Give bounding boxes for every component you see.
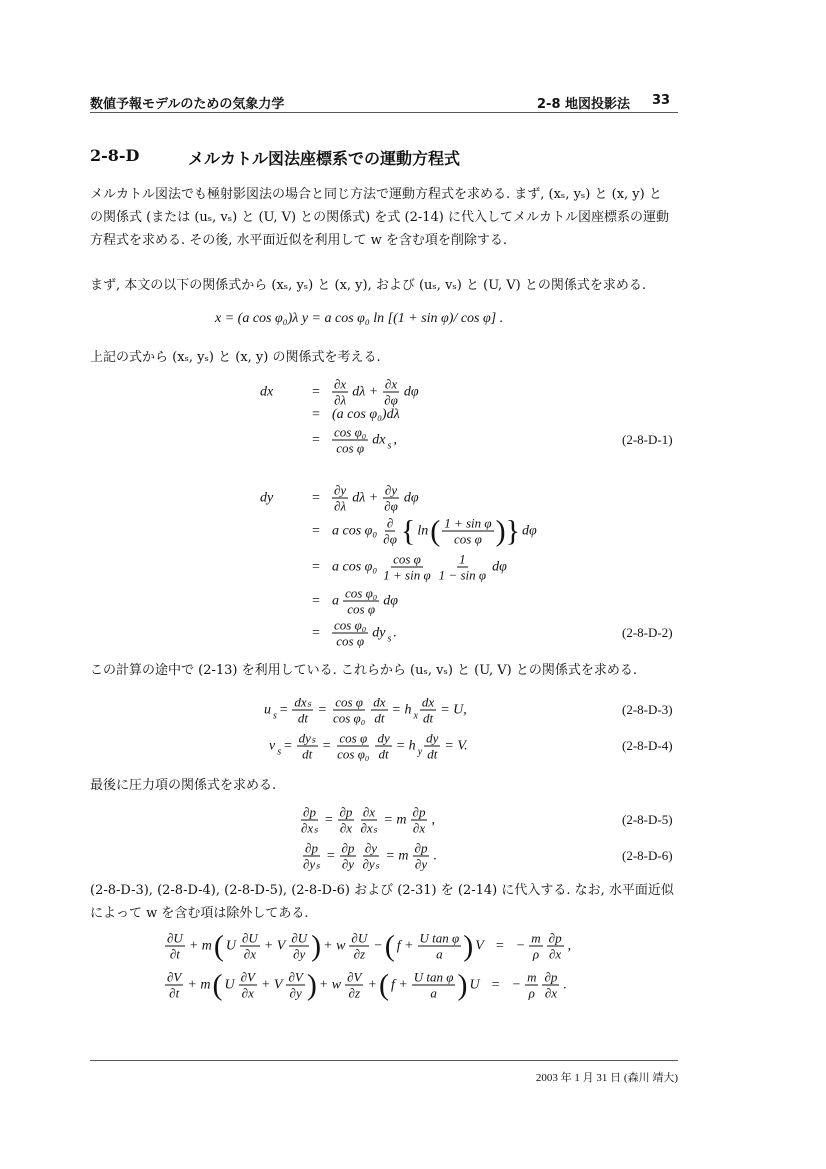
equation-number: (2-8-D-1) xyxy=(622,432,673,447)
denominator: ∂t xyxy=(169,946,180,962)
fraction xyxy=(239,970,257,1001)
math-term: = xyxy=(283,738,293,753)
equation-row xyxy=(258,552,509,583)
math-term: = m xyxy=(385,848,409,863)
header-rule xyxy=(90,112,678,113)
numerator: dx xyxy=(373,694,386,710)
numerator: cos φ₀ xyxy=(334,424,367,440)
math-term: − xyxy=(515,938,526,953)
denominator: dt xyxy=(374,710,385,726)
equals-sign: = xyxy=(312,407,320,422)
math-term: + V xyxy=(260,977,283,992)
math-term: + m xyxy=(188,938,212,953)
subscript: s xyxy=(277,746,282,758)
math-term: dφ xyxy=(403,490,419,505)
denominator: ∂y xyxy=(289,985,302,1001)
numerator: dy xyxy=(377,730,390,746)
fraction xyxy=(412,970,456,1001)
numerator: dyₛ xyxy=(298,730,316,746)
equation-row xyxy=(258,586,400,617)
math-term: U xyxy=(469,977,480,992)
fraction xyxy=(340,841,357,872)
math-term: = xyxy=(278,702,289,717)
numerator: ∂U xyxy=(167,930,183,946)
fraction xyxy=(360,841,381,872)
paragraph-line: 上記の式から (xₛ, yₛ) と (x, y) の関係式を考える. xyxy=(90,350,381,365)
delimiter: ( xyxy=(378,968,389,1001)
denominator: 1 + sin φ xyxy=(383,567,431,583)
denominator: cos φ xyxy=(336,440,365,456)
equation-us xyxy=(262,695,469,726)
delimiter: ) xyxy=(463,929,474,962)
equation-number: (2-8-D-6) xyxy=(622,848,673,863)
denominator: ∂t xyxy=(169,985,180,1001)
denominator: cos φ₀ xyxy=(332,710,366,726)
fraction xyxy=(338,805,355,836)
denominator: ∂x xyxy=(339,820,353,836)
fraction xyxy=(345,970,363,1001)
equation-intro: x = (a cos φ₀)λ y = a cos φ₀ ln [(1 + sin φ)/ cos φ] . xyxy=(215,311,504,326)
math-term: = xyxy=(317,702,327,717)
numerator: ∂p xyxy=(544,969,558,985)
equation-row xyxy=(258,516,539,547)
section-number: 2-8-D xyxy=(90,146,140,165)
fraction xyxy=(165,931,185,962)
math-term: ln xyxy=(417,523,429,538)
numerator: U tan φ xyxy=(419,930,460,946)
fraction xyxy=(382,377,400,408)
equals-sign: = xyxy=(495,938,504,953)
math-term: = h xyxy=(391,702,412,717)
math-term: = xyxy=(321,738,332,753)
denominator: dt xyxy=(302,746,313,762)
section-title: メルカトル図法座標系での運動方程式 xyxy=(188,149,461,168)
equation-row xyxy=(258,618,399,649)
fraction xyxy=(381,516,399,547)
numerator: ∂p xyxy=(412,804,426,820)
delimiter: { xyxy=(400,514,416,547)
math-term: = h xyxy=(395,738,416,753)
denominator: cos φ xyxy=(347,601,376,617)
fraction xyxy=(332,618,368,649)
math-term: . xyxy=(433,848,437,863)
delimiter: ) xyxy=(457,968,468,1001)
equals-sign: = xyxy=(312,490,320,505)
numerator: ∂V xyxy=(288,969,303,985)
delimiter: ) xyxy=(495,514,506,547)
equation-row xyxy=(258,483,421,514)
math-term: + w xyxy=(318,977,342,992)
fraction xyxy=(424,731,440,762)
denominator: cos φ₀ xyxy=(337,746,370,762)
paragraph-line: 最後に圧力項の関係式を求める. xyxy=(90,778,277,793)
denominator: cos φ xyxy=(454,531,482,547)
math-term: U xyxy=(225,938,236,953)
denominator: ∂λ xyxy=(334,498,347,514)
fraction xyxy=(411,805,428,836)
fraction xyxy=(371,695,387,726)
paragraph-line: によって w を含む項は除外してある. xyxy=(90,906,309,921)
math-term: = V. xyxy=(444,738,468,753)
denominator: ∂z xyxy=(353,946,366,962)
fraction xyxy=(413,841,430,872)
fraction xyxy=(349,931,369,962)
delimiter: ( xyxy=(384,929,395,962)
paragraph-line: この計算の途中で (2-13) を利用している. これらから (uₛ, vₛ) と (U, V) との関係式を求める. xyxy=(90,663,637,678)
fraction xyxy=(358,805,379,836)
denominator: dt xyxy=(297,710,308,726)
denominator: ∂y xyxy=(341,856,355,872)
fraction xyxy=(525,970,538,1001)
numerator: ∂p xyxy=(305,840,318,856)
fraction xyxy=(418,931,462,962)
delimiter: ( xyxy=(430,514,441,547)
running-title: 数値予報モデルのための気象力学 xyxy=(90,97,285,112)
numerator: cos φ₀ xyxy=(345,585,378,601)
equation-row xyxy=(258,425,399,456)
paragraph-line: メルカトル図法でも極射影図法の場合と同じ方法で運動方程式を求める. まず, (xₛ, yₛ) と (x, y) と xyxy=(90,187,662,202)
fraction xyxy=(301,841,322,872)
fraction xyxy=(240,931,260,962)
denominator: ρ xyxy=(532,946,540,962)
numerator: ∂x xyxy=(334,376,347,392)
numerator: dy xyxy=(426,730,439,746)
delimiter: ) xyxy=(306,968,317,1001)
denominator: dt xyxy=(423,710,434,726)
paragraph-line: まず, 本文の以下の関係式から (xₛ, yₛ) と (x, y), および (uₛ, vₛ) と (U, V) との関係式を求める. xyxy=(90,278,646,293)
numerator: ∂U xyxy=(242,930,258,946)
math-term: dy xyxy=(372,625,386,640)
math-term: − xyxy=(373,938,383,953)
math-term: = xyxy=(326,848,336,863)
fraction xyxy=(437,552,488,583)
equation-row xyxy=(258,377,421,408)
denominator: ∂x xyxy=(241,985,254,1001)
numerator: ∂ xyxy=(386,515,394,531)
numerator: cos φ₀ xyxy=(334,617,367,633)
numerator: U tan φ xyxy=(413,969,454,985)
numerator: ∂y xyxy=(334,482,347,498)
fraction xyxy=(292,695,313,726)
denominator: ∂x xyxy=(549,946,562,962)
math-term: + m xyxy=(187,977,211,992)
denominator: a xyxy=(430,985,437,1001)
numerator: ∂x xyxy=(362,804,376,820)
delimiter: ( xyxy=(213,929,224,962)
equation-mv xyxy=(163,970,569,1001)
denominator: ∂x xyxy=(243,946,256,962)
numerator: ∂p xyxy=(548,930,562,946)
fraction xyxy=(375,731,391,762)
page-number: 33 xyxy=(652,93,671,108)
math-term: = U, xyxy=(440,702,467,717)
subscript: x xyxy=(413,710,418,722)
numerator: cos φ xyxy=(393,551,421,567)
equation-number: (2-8-D-3) xyxy=(622,702,673,717)
numerator: ∂x xyxy=(384,376,398,392)
denominator: ∂yₛ xyxy=(303,856,321,872)
equals-sign: = xyxy=(491,977,500,992)
numerator: ∂p xyxy=(339,804,353,820)
numerator: m xyxy=(531,930,541,946)
denominator: ρ xyxy=(528,985,535,1001)
fraction xyxy=(382,483,400,514)
delimiter: } xyxy=(505,514,520,547)
equals-sign: = xyxy=(312,593,320,608)
subscript: s xyxy=(387,440,392,452)
numerator: dxₛ xyxy=(294,694,312,710)
fraction xyxy=(335,731,371,762)
equals-sign: = xyxy=(312,384,320,399)
numerator: ∂V xyxy=(167,969,182,985)
numerator: ∂p xyxy=(341,840,355,856)
running-section: 2-8 地図投影法 xyxy=(537,97,631,112)
numerator: ∂y xyxy=(384,482,398,498)
denominator: ∂φ xyxy=(384,498,398,514)
math-term: dλ + xyxy=(352,384,379,399)
equation-number: (2-8-D-4) xyxy=(622,738,673,753)
math-term: = xyxy=(324,812,334,827)
fraction xyxy=(442,516,493,547)
math-term: a cos φ₀ xyxy=(332,559,378,574)
math-term: f + xyxy=(390,977,408,992)
fraction xyxy=(529,931,542,962)
delimiter: ( xyxy=(212,968,223,1001)
numerator: ∂p xyxy=(414,840,428,856)
subscript: y xyxy=(417,746,423,758)
denominator: ∂y xyxy=(414,856,428,872)
paragraph-line: の関係式 (または (uₛ, vₛ) と (U, V) との関係式) を式 (2-14) に代入してメルカトル図座標系の運動 xyxy=(90,210,669,225)
subscript: s xyxy=(273,710,277,722)
fraction xyxy=(542,970,559,1001)
numerator: cos φ xyxy=(335,694,363,710)
math-term: u xyxy=(264,702,271,717)
math-term: f + xyxy=(396,938,414,953)
fraction xyxy=(299,805,320,836)
equation-number: (2-8-D-2) xyxy=(622,625,673,640)
math-term: V xyxy=(475,938,484,953)
subscript: s xyxy=(387,633,392,645)
fraction xyxy=(289,931,309,962)
math-term: dx xyxy=(372,432,386,447)
math-term: a xyxy=(332,593,339,608)
fraction xyxy=(331,695,367,726)
math-term: dφ xyxy=(522,523,537,538)
fraction xyxy=(381,552,432,583)
fraction xyxy=(286,970,304,1001)
denominator: a xyxy=(436,946,443,962)
fraction xyxy=(332,377,348,408)
denominator: ∂λ xyxy=(334,392,347,408)
equation-mu xyxy=(163,931,573,962)
denominator: ∂z xyxy=(348,985,361,1001)
denominator: cos φ xyxy=(336,633,365,649)
delimiter: ) xyxy=(311,929,322,962)
math-term: . xyxy=(563,977,567,992)
equals-sign: = xyxy=(312,625,320,640)
equation-lhs: dx xyxy=(260,384,274,399)
numerator: cos φ xyxy=(339,730,368,746)
denominator: ∂φ xyxy=(384,392,398,408)
denominator: 1 − sin φ xyxy=(438,567,487,583)
denominator: ∂y xyxy=(293,946,306,962)
denominator: ∂xₛ xyxy=(360,820,378,836)
equation-vs xyxy=(267,731,470,762)
numerator: 1 xyxy=(459,551,466,567)
fraction xyxy=(332,483,348,514)
math-term: dφ xyxy=(403,384,419,399)
fraction xyxy=(420,695,436,726)
fraction xyxy=(165,970,183,1001)
math-term: , xyxy=(393,432,397,447)
paragraph-line: (2-8-D-3), (2-8-D-4), (2-8-D-5), (2-8-D-6) および (2-31) を (2-14) に代入する. なお, 水平面近似 xyxy=(90,883,674,898)
fraction xyxy=(343,586,379,617)
numerator: ∂p xyxy=(303,804,316,820)
equals-sign: = xyxy=(312,523,320,538)
math-term: + w xyxy=(323,938,346,953)
math-term: v xyxy=(269,738,276,753)
math-term: dφ xyxy=(492,559,507,574)
numerator: ∂y xyxy=(364,840,378,856)
math-term: dφ xyxy=(383,593,399,608)
numerator: ∂U xyxy=(351,930,368,946)
equals-sign: = xyxy=(312,432,320,447)
equation-lhs: dy xyxy=(260,490,274,505)
equation-py xyxy=(299,841,439,872)
denominator: dt xyxy=(427,746,438,762)
numerator: dx xyxy=(421,694,435,710)
math-term: a cos φ₀ xyxy=(332,523,378,538)
denominator: dt xyxy=(378,746,389,762)
equation-px xyxy=(297,805,437,836)
numerator: 1 + sin φ xyxy=(444,515,492,531)
numerator: ∂U xyxy=(291,930,308,946)
fraction xyxy=(297,731,318,762)
fraction xyxy=(332,425,368,456)
denominator: ∂x xyxy=(544,985,558,1001)
math-term: . xyxy=(393,625,397,640)
equation-row xyxy=(258,407,402,423)
numerator: ∂V xyxy=(240,969,255,985)
math-term: , xyxy=(567,938,572,953)
equals-sign: = xyxy=(312,559,320,574)
denominator: ∂yₛ xyxy=(362,856,380,872)
math-term: + V xyxy=(263,938,286,953)
denominator: ∂x xyxy=(412,820,426,836)
math-term: + xyxy=(367,977,377,992)
math-term: U xyxy=(224,977,235,992)
math-term: − xyxy=(511,977,522,992)
denominator: ∂φ xyxy=(383,531,397,547)
fraction xyxy=(547,931,564,962)
math-term: (a cos φ₀)dλ xyxy=(332,407,400,422)
footer-date: 2003 年 1 月 31 日 (森川 靖大) xyxy=(535,1072,678,1084)
equation-number: (2-8-D-5) xyxy=(622,812,673,827)
footer-rule xyxy=(90,1060,678,1061)
denominator: ∂xₛ xyxy=(301,820,319,836)
math-term: = m xyxy=(383,812,407,827)
numerator: ∂V xyxy=(347,969,362,985)
math-term: , xyxy=(431,812,435,827)
paragraph-line: 方程式を求める. その後, 水平面近似を利用して w を含む項を削除する. xyxy=(90,233,508,248)
math-term: dλ + xyxy=(352,490,379,505)
numerator: m xyxy=(527,969,537,985)
